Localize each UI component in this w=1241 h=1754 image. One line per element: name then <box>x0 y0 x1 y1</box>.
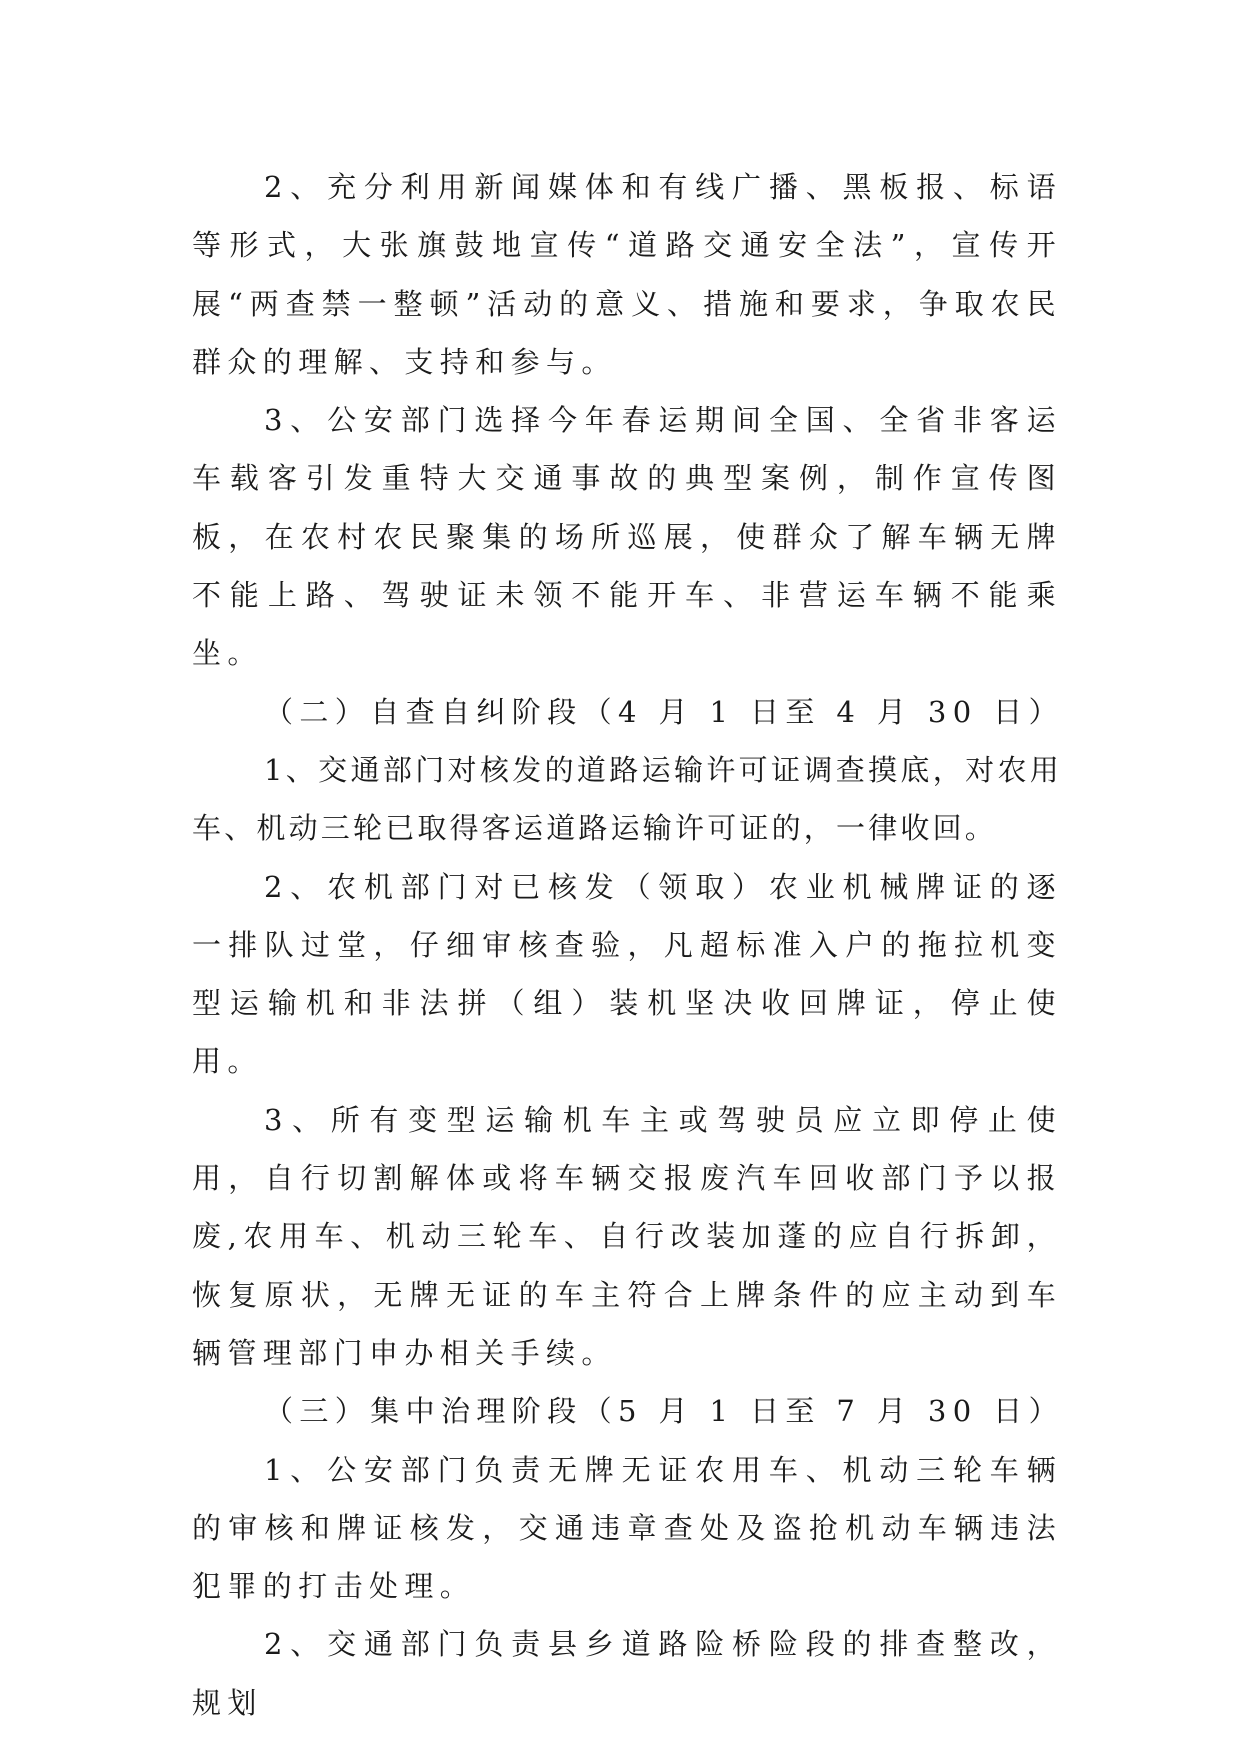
paragraph-vehicle-owner-action: 3、所有变型运输机车主或驾驶员应立即停止使用，自行切割解体或将车辆交报废汽车回收部门予以报废,农用车、机动三轮车、自行改装加蓬的应自行拆卸，恢复原状，无牌无证的车主符合上牌条件的应主动到车辆管理部门申办相关手续。 <box>192 1102 1062 1370</box>
paragraph-transport-duties: 2、交通部门负责县乡道路险桥险段的排查整改，规划 <box>192 1627 1062 1720</box>
paragraph-agri-machinery-check: 2、农机部门对已核发（领取）农业机械牌证的逐一排队过堂，仔细审核查验，凡超标准入户的拖拉机变型运输机和非法拼（组）装机坚决收回牌证，停止使用。 <box>192 869 1062 1079</box>
section-heading-concentrated-governance: （三）集中治理阶段（5 月 1 日至 7 月 30 日） <box>264 1394 1064 1429</box>
document-body <box>192 158 1062 1732</box>
paragraph-transport-license-check: 1、交通部门对核发的道路运输许可证调查摸底，对农用车、机动三轮已取得客运道路运输许可证的，一律收回。 <box>192 752 1062 846</box>
paragraph-police-duties: 1、公安部门负责无牌无证农用车、机动三轮车辆的审核和牌证核发，交通违章查处及盗抢机动车辆违法犯罪的打击处理。 <box>192 1452 1062 1604</box>
section-heading-self-inspection: （二）自查自纠阶段（4 月 1 日至 4 月 30 日） <box>264 694 1064 729</box>
paragraph-publicity-media: 2、充分利用新闻媒体和有线广播、黑板报、标语等形式，大张旗鼓地宣传“道路交通安全法”，宣传开展“两查禁一整顿”活动的意义、措施和要求，争取农民群众的理解、支持和参与。 <box>192 170 1062 379</box>
paragraph-publicity-cases: 3、公安部门选择今年春运期间全国、全省非客运车载客引发重特大交通事故的典型案例，制作宣传图板，在农村农民聚集的场所巡展，使群众了解车辆无牌不能上路、驾驶证未领不能开车、非营运车辆不能乘坐。 <box>192 403 1062 671</box>
